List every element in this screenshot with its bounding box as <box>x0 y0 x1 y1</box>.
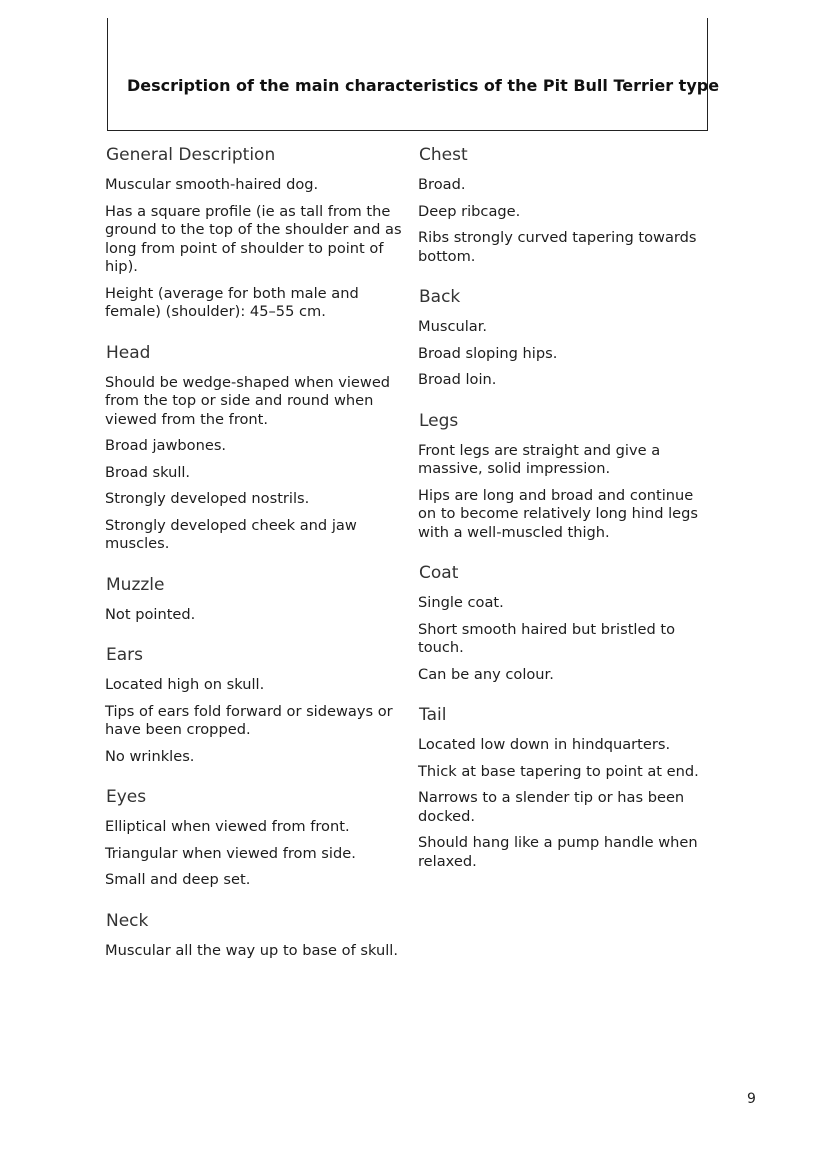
section-paragraph: Not pointed. <box>105 605 196 623</box>
section-paragraph: Located high on skull. <box>105 676 265 693</box>
section-paragraph: Should be wedge-shaped when viewed from the top or side and round when viewed from the front. <box>105 373 391 428</box>
section-paragraph: Single coat. <box>418 594 504 611</box>
section-general-description <box>103 144 403 322</box>
section-ears <box>103 644 403 766</box>
section-paragraph: Small and deep set. <box>105 871 251 888</box>
section-paragraph: Triangular when viewed from side. <box>105 844 356 862</box>
section-eyes <box>103 786 403 890</box>
section-paragraph: Muscular. <box>418 318 488 335</box>
section-paragraph: Elliptical when viewed from front. <box>105 818 350 835</box>
section-legs <box>416 410 716 543</box>
section-paragraph: Thick at base tapering to point at end. <box>418 762 699 780</box>
section-heading: Coat <box>419 563 459 583</box>
page-title: Description of the main characteristics of the Pit Bull Terrier type <box>127 76 720 95</box>
section-heading: Ears <box>106 645 144 665</box>
section-heading: General Description <box>106 145 276 165</box>
section-paragraph: Broad skull. <box>105 463 191 481</box>
section-paragraph: Deep ribcage. <box>418 202 521 220</box>
section-paragraph: Located low down in hindquarters. <box>418 736 671 753</box>
section-paragraph: Should hang like a pump handle when relaxed. <box>418 834 698 870</box>
right-column <box>416 144 716 891</box>
title-box <box>107 18 720 131</box>
section-head <box>103 342 403 554</box>
section-heading: Head <box>106 342 151 363</box>
section-paragraph: Narrows to a slender tip or has been docked. <box>418 789 685 825</box>
section-paragraph: Hips are long and broad and continue on to become relatively long hind legs with a well-muscled thigh. <box>418 486 699 541</box>
section-heading: Back <box>419 287 461 307</box>
section-heading: Eyes <box>106 787 147 807</box>
section-paragraph: No wrinkles. <box>105 747 195 765</box>
section-paragraph: Muscular all the way up to base of skull. <box>105 941 398 959</box>
section-paragraph: Broad loin. <box>418 371 497 388</box>
section-heading: Chest <box>419 145 468 165</box>
section-paragraph: Strongly developed cheek and jaw muscles. <box>105 516 357 552</box>
section-paragraph: Ribs strongly curved tapering towards bottom. <box>418 229 697 265</box>
section-heading: Tail <box>419 705 447 725</box>
section-neck <box>103 910 403 961</box>
section-paragraph: Can be any colour. <box>418 665 554 683</box>
section-heading: Muzzle <box>106 574 165 595</box>
page-number: 9 <box>747 1091 756 1107</box>
section-paragraph: Broad sloping hips. <box>418 344 558 362</box>
section-paragraph: Strongly developed nostrils. <box>105 490 310 507</box>
section-paragraph: Tips of ears fold forward or sideways or have been cropped. <box>105 702 393 738</box>
section-paragraph: Height (average for both male and female) (shoulder): 45–55 cm. <box>105 284 359 320</box>
left-column <box>103 144 403 980</box>
section-paragraph: Broad jawbones. <box>105 437 227 454</box>
section-paragraph: Broad. <box>418 176 466 193</box>
section-paragraph: Short smooth haired but bristled to touch. <box>418 620 676 656</box>
section-paragraph: Muscular smooth-haired dog. <box>105 176 319 193</box>
section-paragraph: Front legs are straight and give a massive, solid impression. <box>418 441 661 477</box>
section-heading: Neck <box>106 910 149 931</box>
section-chest <box>416 144 716 266</box>
section-heading: Legs <box>419 410 459 431</box>
section-coat <box>416 562 716 684</box>
section-paragraph: Has a square profile (ie as tall from the ground to the top of the shoulder and as long from point of shoulder to point of hip). <box>105 202 402 275</box>
section-tail <box>416 704 716 871</box>
section-back <box>416 286 716 390</box>
section-muzzle <box>103 574 403 625</box>
